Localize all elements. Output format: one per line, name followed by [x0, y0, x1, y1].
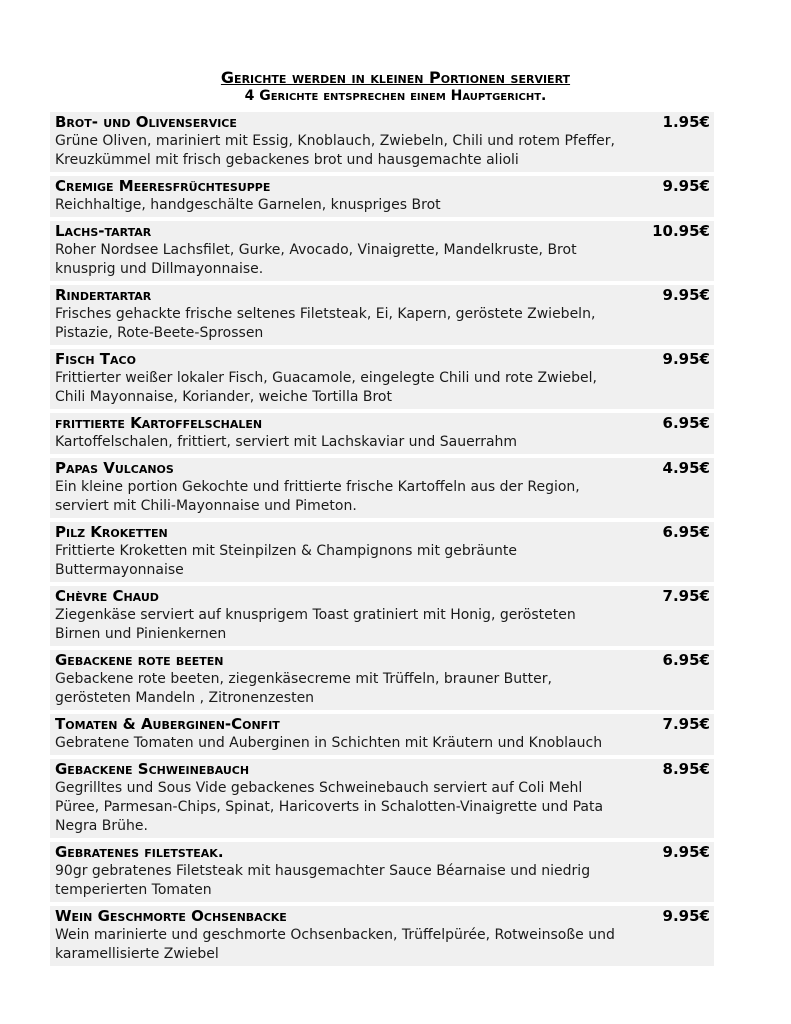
item-description: Frittierter weißer lokaler Fisch, Guacamole, eingelegte Chili und rote Zwiebel, Chili Mayonnaise, Koriander, weiche Tortilla Brot	[55, 370, 597, 405]
menu-item	[50, 906, 714, 966]
item-name: Brot- und Olivenservice	[55, 113, 237, 131]
menu-item	[50, 714, 714, 755]
menu-item	[50, 112, 714, 172]
item-name: Chèvre Chaud	[55, 587, 159, 605]
item-price: 4.95€	[662, 459, 710, 477]
item-price: 9.95€	[662, 843, 710, 861]
menu-item	[50, 650, 714, 710]
item-price: 6.95€	[662, 651, 710, 669]
item-name: Pilz Kroketten	[55, 523, 168, 541]
item-name: Tomaten & Auberginen-Confit	[55, 715, 280, 733]
item-price: 9.95€	[662, 286, 710, 304]
item-name: Fisch Taco	[55, 350, 136, 368]
item-description: Wein marinierte und geschmorte Ochsenbacken, Trüffelpürée, Rotweinsoße und karamellisierte Zwiebel	[55, 927, 615, 962]
item-price: 6.95€	[662, 523, 710, 541]
item-price: 7.95€	[662, 715, 710, 733]
item-price: 9.95€	[662, 907, 710, 925]
item-name: Gebackene rote beeten	[55, 651, 224, 669]
item-price: 9.95€	[662, 177, 710, 195]
item-name: Papas Vulcanos	[55, 459, 174, 477]
menu-item	[50, 458, 714, 518]
item-description: Ziegenkäse serviert auf knusprigem Toast gratiniert mit Honig, gerösteten Birnen und Pinienkernen	[55, 607, 576, 642]
item-description: Frittierte Kroketten mit Steinpilzen & Champignons mit gebräunte Buttermayonnaise	[55, 543, 517, 578]
header-line-2: 4 Gerichte entsprechen einem Hauptgericht.	[244, 88, 547, 104]
item-description: 90gr gebratenes Filetsteak mit hausgemachter Sauce Béarnaise und niedrig temperierten Tomaten	[55, 863, 591, 898]
item-price: 10.95€	[652, 222, 710, 240]
item-price: 7.95€	[662, 587, 710, 605]
item-description: Reichhaltige, handgeschälte Garnelen, knuspriges Brot	[55, 197, 441, 213]
menu-header	[0, 69, 791, 104]
item-description: Roher Nordsee Lachsfilet, Gurke, Avocado, Vinaigrette, Mandelkruste, Brot knusprig und Dillmayonnaise.	[55, 242, 577, 277]
menu-list	[50, 112, 714, 970]
item-price: 8.95€	[662, 760, 710, 778]
menu-item	[50, 842, 714, 902]
item-price: 9.95€	[662, 350, 710, 368]
header-line-1: Gerichte werden in kleinen Portionen serviert	[220, 68, 571, 87]
menu-item	[50, 285, 714, 345]
item-price: 6.95€	[662, 414, 710, 432]
item-description: Gegrilltes und Sous Vide gebackenes Schweinebauch serviert auf Coli Mehl Püree, Parmesan-Chips, Spinat, Haricoverts in Schalotten-Vinaigrette und Pata Negra Brühe.	[55, 780, 604, 834]
menu-item	[50, 586, 714, 646]
item-name: frittierte Kartoffelschalen	[55, 414, 263, 432]
menu-item	[50, 759, 714, 838]
item-name: Lachs-tartar	[55, 222, 152, 240]
menu-item	[50, 349, 714, 409]
item-price: 1.95€	[662, 113, 710, 131]
item-name: Cremige Meeresfrüchtesuppe	[55, 177, 271, 195]
menu-item	[50, 522, 714, 582]
menu-item	[50, 413, 714, 454]
item-description: Ein kleine portion Gekochte und frittierte frische Kartoffeln aus der Region, serviert mit Chili-Mayonnaise und Pimeton.	[55, 479, 580, 514]
item-description: Gebratene Tomaten und Auberginen in Schichten mit Kräutern und Knoblauch	[55, 735, 603, 751]
item-description: Frisches gehackte frische seltenes Filetsteak, Ei, Kapern, geröstete Zwiebeln, Pistazie, Rote-Beete-Sprossen	[55, 306, 596, 341]
item-name: Gebackene Schweinebauch	[55, 760, 250, 778]
item-description: Kartoffelschalen, frittiert, serviert mit Lachskaviar und Sauerrahm	[55, 434, 518, 450]
item-name: Wein Geschmorte Ochsenbacke	[55, 907, 287, 925]
item-name: Gebratenes filetsteak.	[55, 843, 224, 861]
menu-item	[50, 221, 714, 281]
menu-item	[50, 176, 714, 217]
item-description: Grüne Oliven, mariniert mit Essig, Knoblauch, Zwiebeln, Chili und rotem Pfeffer, Kreuzkümmel mit frisch gebackenes brot und hausgemachte alioli	[55, 133, 615, 168]
item-description: Gebackene rote beeten, ziegenkäsecreme mit Trüffeln, brauner Butter, gerösteten Mandeln , Zitronenzesten	[55, 671, 552, 706]
item-name: Rindertartar	[55, 286, 152, 304]
